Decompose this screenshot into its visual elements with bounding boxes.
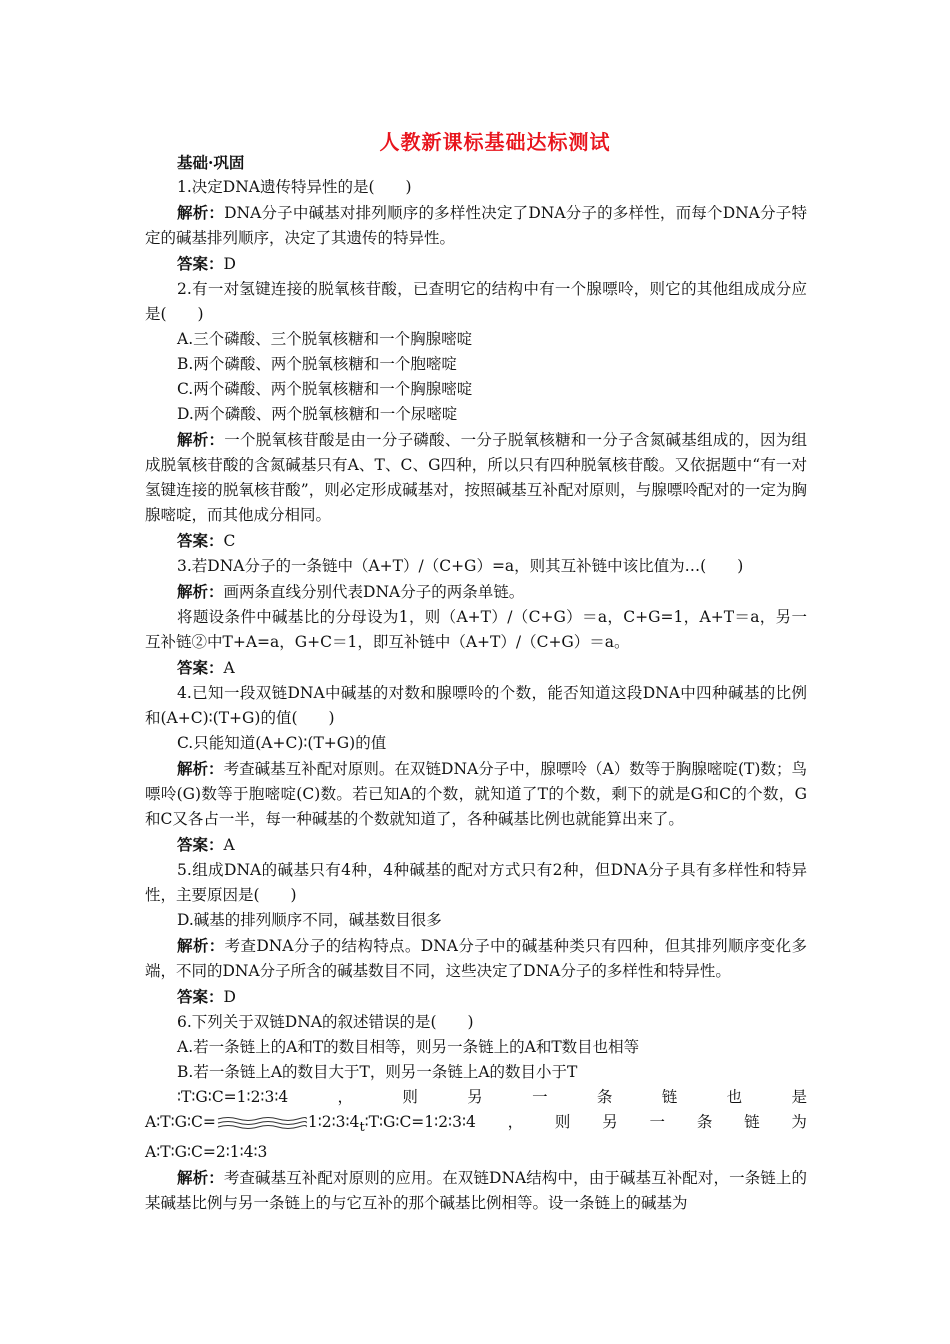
section-heading: 基础·巩固	[177, 153, 245, 172]
question-1-answer	[145, 251, 807, 277]
justified-glyph: 另	[602, 1113, 618, 1131]
answer-text: A	[223, 659, 235, 677]
question-3-analysis	[145, 579, 807, 605]
answer-text: D	[223, 255, 236, 273]
question-4-analysis	[145, 756, 807, 832]
ratio-text: ∶T∶G∶C=1∶2∶3∶4	[177, 1088, 289, 1106]
question-1-analysis	[145, 200, 807, 251]
justified-glyph: ，	[507, 1113, 524, 1131]
question-4-stem: 4.已知一段双链DNA中碱基的对数和腺嘌呤的个数，能否知道这段DNA中四种碱基的比例和(A+C)∶(T+G)的值( )	[145, 684, 807, 727]
analysis-text: DNA分子中碱基对排列顺序的多样性决定了DNA分子的多样性，而每个DNA分子特定的碱基排列顺序，决定了其遗传的特异性。	[145, 204, 807, 247]
question-3-stem: 3.若DNA分子的一条链中（A+T）/（C+G）=a，则其互补链中该比值为…( )	[177, 557, 744, 575]
justified-glyph: 一	[649, 1113, 666, 1131]
justified-glyph: 链	[744, 1113, 760, 1131]
question-6-option-a: A.若一条链上的A和T的数目相等，则另一条链上的A和T数目也相等	[177, 1038, 640, 1056]
question-5-stem: 5.组成DNA的碱基只有4种，4种碱基的配对方式只有2种，但DNA分子具有多样性和特异性，主要原因是( )	[145, 861, 807, 904]
justified-glyph: 为	[791, 1113, 807, 1131]
question-6-option-b: B.若一条链上A的数目大于T，则另一条链上A的数目小于T	[177, 1063, 578, 1081]
question-2-analysis	[145, 427, 807, 528]
analysis-label: 解析：	[177, 203, 225, 222]
ratio-text: 1∶2∶3∶4	[307, 1113, 360, 1131]
analysis-text: 考查DNA分子的结构特点。DNA分子中的碱基种类只有四种，但其排列顺序变化多端，不同的DNA分子所含的碱基数目不同，这些决定了DNA分子的多样性和特异性。	[145, 937, 807, 980]
question-6-option-d-line	[145, 1110, 807, 1140]
question-5-analysis	[145, 933, 807, 984]
analysis-text: 一个脱氧核苷酸是由一分子磷酸、一分子脱氧核糖和一分子含氮碱基组成的，因为组成脱氧核苷酸的含氮碱基只有A、T、C、G四种，所以只有四种脱氧核苷酸。又依据题中“有一对氢键连接的脱氧核苷酸”，则必定形成碱基对，按照碱基互补配对原则，与腺嘌呤配对的一定为胸腺嘧啶，而其他成分相同。	[145, 431, 807, 524]
question-2-option-a: A.三个磷酸、三个脱氧核糖和一个胸腺嘧啶	[177, 330, 473, 348]
answer-label: 答案：	[177, 254, 224, 273]
question-2-option-b: B.两个磷酸、两个脱氧核糖和一个胞嘧啶	[177, 355, 457, 373]
analysis-text: 画两条直线分别代表DNA分子的两条单链。	[223, 583, 525, 601]
question-4-option-c: C.只能知道(A+C)∶(T+G)的值	[177, 734, 387, 752]
justified-glyph: 是	[791, 1088, 807, 1106]
answer-label: 答案：	[177, 835, 224, 854]
analysis-text: 考查碱基互补配对原则。在双链DNA分子中，腺嘌呤（A）数等于胸腺嘧啶(T)数；鸟嘌呤(G)数等于胞嘧啶(C)数。若已知A的个数，就知道了T的个数，剩下的就是G和C的个数，G和C又各占一半，每一种碱基的个数就知道了，各种碱基比例也就能算出来了。	[145, 760, 807, 828]
question-3-detail: 将题设条件中碱基比的分母设为1，则（A+T）/（C+G）＝a，C+G=1，A+T＝a，另一互补链②中T+A=a，G+C＝1，即互补链中（A+T）/（C+G）＝a。	[145, 608, 807, 651]
question-4-answer	[145, 832, 807, 858]
page-title: 人教新课标基础达标测试	[379, 130, 611, 154]
question-2-stem: 2.有一对氢键连接的脱氧核苷酸，已查明它的结构中有一个腺嘌呤，则它的其他组成成分应是( )	[145, 280, 807, 323]
answer-text: C	[223, 532, 236, 550]
analysis-label: 解析：	[177, 582, 224, 601]
answer-label: 答案：	[177, 658, 224, 677]
answer-text: A	[223, 836, 235, 854]
wavy-line-image	[216, 1115, 308, 1131]
question-6-stem: 6.下列关于双链DNA的叙述错误的是( )	[177, 1013, 474, 1031]
justified-glyph: 链	[661, 1088, 678, 1106]
ratio-text: ∶T∶G∶C=1∶2∶3∶4	[364, 1113, 476, 1131]
subscript-t: t	[359, 1120, 365, 1136]
justified-glyph: 条	[596, 1088, 613, 1106]
justified-glyph: 另	[467, 1088, 483, 1106]
justified-glyph: 也	[726, 1088, 743, 1106]
question-2-answer	[145, 528, 807, 554]
ratio-group	[145, 1110, 476, 1140]
answer-text: D	[223, 988, 236, 1006]
analysis-label: 解析：	[177, 430, 225, 449]
justified-glyph: ，	[337, 1088, 354, 1106]
justified-glyph: 一	[532, 1088, 548, 1106]
justified-glyph: 条	[696, 1113, 713, 1131]
justified-glyph: 则	[402, 1088, 418, 1106]
analysis-text: 考查碱基互补配对原则的应用。在双链DNA结构中，由于碱基互补配对，一条链上的某碱基比例与另一条链上的与它互补的那个碱基比例相等。设一条链上的碱基为	[145, 1169, 807, 1213]
question-3-answer	[145, 655, 807, 681]
analysis-label: 解析：	[177, 759, 224, 778]
analysis-label: 解析：	[177, 936, 225, 955]
justified-glyph: 则	[554, 1113, 571, 1131]
question-6-ratio-line: A∶T∶G∶C=2∶1∶4∶3	[145, 1143, 268, 1162]
ratio-text: A∶T∶G∶C=	[145, 1113, 216, 1131]
analysis-label: 解析：	[177, 1168, 224, 1188]
question-1-stem: 1.决定DNA遗传特异性的是( )	[177, 178, 412, 196]
answer-label: 答案：	[177, 987, 224, 1006]
question-5-option-d: D.碱基的排列顺序不同，碱基数目很多	[177, 911, 442, 929]
answer-label: 答案：	[177, 531, 224, 550]
document-body	[145, 150, 807, 1216]
question-6-analysis	[145, 1165, 807, 1216]
question-6-option-c-line	[145, 1085, 807, 1110]
question-2-option-c: C.两个磷酸、两个脱氧核糖和一个胸腺嘧啶	[177, 380, 473, 398]
question-2-option-d: D.两个磷酸、两个脱氧核糖和一个尿嘧啶	[177, 405, 458, 423]
question-5-answer	[145, 984, 807, 1010]
